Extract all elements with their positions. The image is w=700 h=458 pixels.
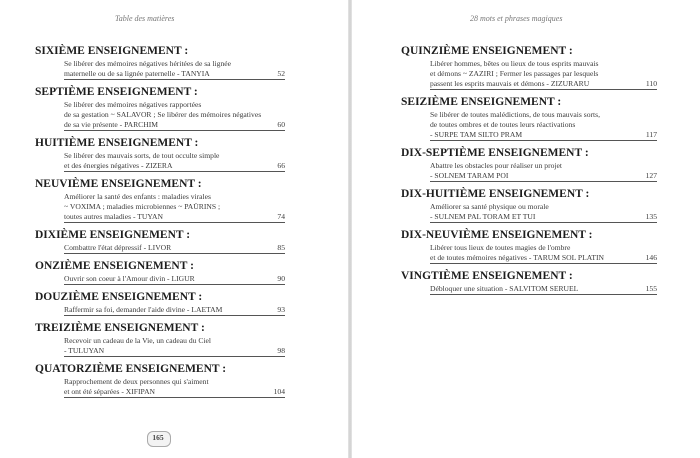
- entry-description: [401, 110, 657, 141]
- entry-line: [430, 79, 657, 90]
- entry-description: [401, 243, 657, 264]
- entry-description: [35, 305, 285, 316]
- entry-text-line: passent les esprits mauvais et démons - ZIZURARU: [430, 79, 590, 88]
- entry-line: [64, 59, 285, 69]
- table-of-contents: [401, 44, 657, 300]
- entry-line: [64, 100, 285, 110]
- running-head: Table des matières: [115, 14, 175, 23]
- toc-entry: [35, 44, 285, 80]
- entry-line: [64, 151, 285, 161]
- page-number: 165: [143, 431, 173, 445]
- entry-line: [64, 202, 285, 212]
- entry-text-line: de toutes ombres et de toutes leurs réactivations: [430, 120, 576, 129]
- entry-title: ONZIÈME ENSEIGNEMENT :: [35, 260, 194, 272]
- entry-line: [430, 253, 657, 264]
- entry-line: [430, 69, 657, 79]
- entry-description: [401, 59, 657, 90]
- entry-text-line: et des énergies négatives - ZIZERA: [64, 161, 173, 170]
- entry-line: [64, 69, 285, 80]
- entry-line: [430, 120, 657, 130]
- entry-description: [401, 161, 657, 182]
- entry-text-line: Recevoir un cadeau de la Vie, un cadeau du Ciel: [64, 336, 211, 345]
- entry-text-line: Libérer hommes, bêtes ou lieux de tous esprits mauvais: [430, 59, 599, 68]
- entry-title: QUINZIÈME ENSEIGNEMENT :: [401, 45, 573, 57]
- toc-entry: [35, 136, 285, 172]
- entry-page-number: 74: [277, 212, 285, 221]
- entry-page-number: 66: [277, 161, 285, 170]
- toc-entry: [35, 290, 285, 316]
- toc-entry: [401, 228, 657, 264]
- entry-page-number: 146: [645, 253, 657, 262]
- entry-text-line: Ouvrir son coeur à l'Amour divin - LIGUR: [64, 274, 195, 283]
- entry-description: [35, 336, 285, 357]
- entry-text-line: Abattre les obstacles pour réaliser un projet: [430, 161, 563, 170]
- entry-description: [35, 151, 285, 172]
- entry-text-line: Se libérer des mémoires négatives rapportées: [64, 100, 202, 109]
- entry-description: [35, 377, 285, 398]
- toc-entry: [35, 321, 285, 357]
- entry-text-line: de sa gestation ~ SALAVOR ; Se libérer des mémoires négatives: [64, 110, 262, 119]
- entry-description: [35, 274, 285, 285]
- entry-text-line: Se libérer des mémoires négatives héritées de sa lignée: [64, 59, 231, 68]
- entry-title: HUITIÈME ENSEIGNEMENT :: [35, 137, 199, 149]
- entry-line: [64, 212, 285, 223]
- entry-text-line: toutes autres maladies - TUYAN: [64, 212, 163, 221]
- entry-text-line: - TULUYAN: [64, 346, 105, 355]
- entry-text-line: de sa vie présente - PARCHIM: [64, 120, 158, 129]
- entry-text-line: maternelle ou de sa lignée paternelle - TANYIA: [64, 69, 210, 78]
- entry-line: [64, 377, 285, 387]
- entry-line: [430, 243, 657, 253]
- toc-entry: [35, 177, 285, 223]
- entry-text-line: - SOLNEM TARAM POI: [430, 171, 509, 180]
- entry-title: SEPTIÈME ENSEIGNEMENT :: [35, 86, 198, 98]
- entry-title: DIXIÈME ENSEIGNEMENT :: [35, 229, 191, 241]
- entry-line: [64, 305, 285, 316]
- entry-line: [64, 346, 285, 357]
- toc-entry: [35, 228, 285, 254]
- entry-page-number: 127: [645, 171, 657, 180]
- entry-text-line: Débloquer une situation - SALVITOM SERUEL: [430, 284, 579, 293]
- entry-line: [64, 161, 285, 172]
- entry-title: TREIZIÈME ENSEIGNEMENT :: [35, 322, 205, 334]
- entry-page-number: 85: [277, 243, 285, 252]
- entry-text-line: Combattre l'état dépressif - LIVOR: [64, 243, 172, 252]
- toc-entry: [35, 362, 285, 398]
- entry-title: QUATORZIÈME ENSEIGNEMENT :: [35, 363, 227, 375]
- entry-title: DIX-NEUVIÈME ENSEIGNEMENT :: [401, 229, 593, 241]
- entry-page-number: 117: [645, 130, 657, 139]
- entry-text-line: et de toutes mémoires négatives - TARUM SOL PLATIN: [430, 253, 605, 262]
- entry-line: [430, 59, 657, 69]
- toc-entry: [401, 44, 657, 90]
- entry-text-line: Rapprochement de deux personnes qui s'aiment: [64, 377, 209, 386]
- entry-line: [64, 110, 285, 120]
- entry-description: [35, 243, 285, 254]
- entry-line: [64, 192, 285, 202]
- entry-text-line: ~ VOXIMA ; maladies microbiennes ~ PAÜRINS ;: [64, 202, 221, 211]
- entry-text-line: Se libérer des mauvais sorts, de tout occulte simple: [64, 151, 220, 160]
- entry-description: [401, 202, 657, 223]
- toc-entry: [401, 95, 657, 141]
- entry-page-number: 135: [645, 212, 657, 221]
- entry-title: SEIZIÈME ENSEIGNEMENT :: [401, 96, 562, 108]
- entry-line: [430, 110, 657, 120]
- entry-text-line: et ont été séparées - XIFIPAN: [64, 387, 156, 396]
- entry-text-line: et démons ~ ZAZIRI ; Fermer les passages par lesquels: [430, 69, 599, 78]
- toc-entry: [35, 259, 285, 285]
- toc-entry: [401, 146, 657, 182]
- entry-page-number: 60: [277, 120, 285, 129]
- entry-line: [64, 336, 285, 346]
- entry-title: DIX-SEPTIÈME ENSEIGNEMENT :: [401, 147, 589, 159]
- toc-entry: [401, 269, 657, 295]
- entry-line: [64, 120, 285, 131]
- entry-text-line: Se libérer de toutes malédictions, de tous mauvais sorts,: [430, 110, 600, 119]
- entry-description: [35, 59, 285, 80]
- entry-line: [64, 243, 285, 254]
- entry-page-number: 155: [645, 284, 657, 293]
- running-head: 28 mots et phrases magiques: [470, 14, 563, 23]
- entry-text-line: - SURPE TAM SILTO PRAM: [430, 130, 523, 139]
- entry-text-line: Raffermir sa foi, demander l'aide divine - LAETAM: [64, 305, 223, 314]
- entry-title: SIXIÈME ENSEIGNEMENT :: [35, 45, 189, 57]
- entry-line: [430, 161, 657, 171]
- entry-description: [401, 284, 657, 295]
- toc-entry: [401, 187, 657, 223]
- entry-line: [430, 130, 657, 141]
- entry-line: [430, 171, 657, 182]
- entry-description: [35, 192, 285, 223]
- entry-text-line: Améliorer sa santé physique ou morale: [430, 202, 549, 211]
- entry-page-number: 93: [277, 305, 285, 314]
- entry-line: [430, 212, 657, 223]
- entry-page-number: 90: [277, 274, 285, 283]
- entry-page-number: 98: [277, 346, 285, 355]
- entry-page-number: 110: [645, 79, 657, 88]
- entry-title: NEUVIÈME ENSEIGNEMENT :: [35, 178, 202, 190]
- entry-text-line: Améliorer la santé des enfants : maladies virales: [64, 192, 211, 201]
- entry-line: [430, 202, 657, 212]
- toc-entry: [35, 85, 285, 131]
- right-page: [352, 0, 700, 458]
- entry-title: DOUZIÈME ENSEIGNEMENT :: [35, 291, 203, 303]
- entry-line: [430, 284, 657, 295]
- entry-page-number: 52: [277, 69, 285, 78]
- entry-text-line: Libérer tous lieux de toutes magies de l'ombre: [430, 243, 571, 252]
- entry-description: [35, 100, 285, 131]
- entry-title: VINGTIÈME ENSEIGNEMENT :: [401, 270, 573, 282]
- entry-page-number: 104: [273, 387, 285, 396]
- entry-text-line: - SULNEM PAL TORAM ET TUI: [430, 212, 536, 221]
- entry-line: [64, 387, 285, 398]
- table-of-contents: [35, 44, 285, 403]
- entry-line: [64, 274, 285, 285]
- entry-title: DIX-HUITIÈME ENSEIGNEMENT :: [401, 188, 590, 200]
